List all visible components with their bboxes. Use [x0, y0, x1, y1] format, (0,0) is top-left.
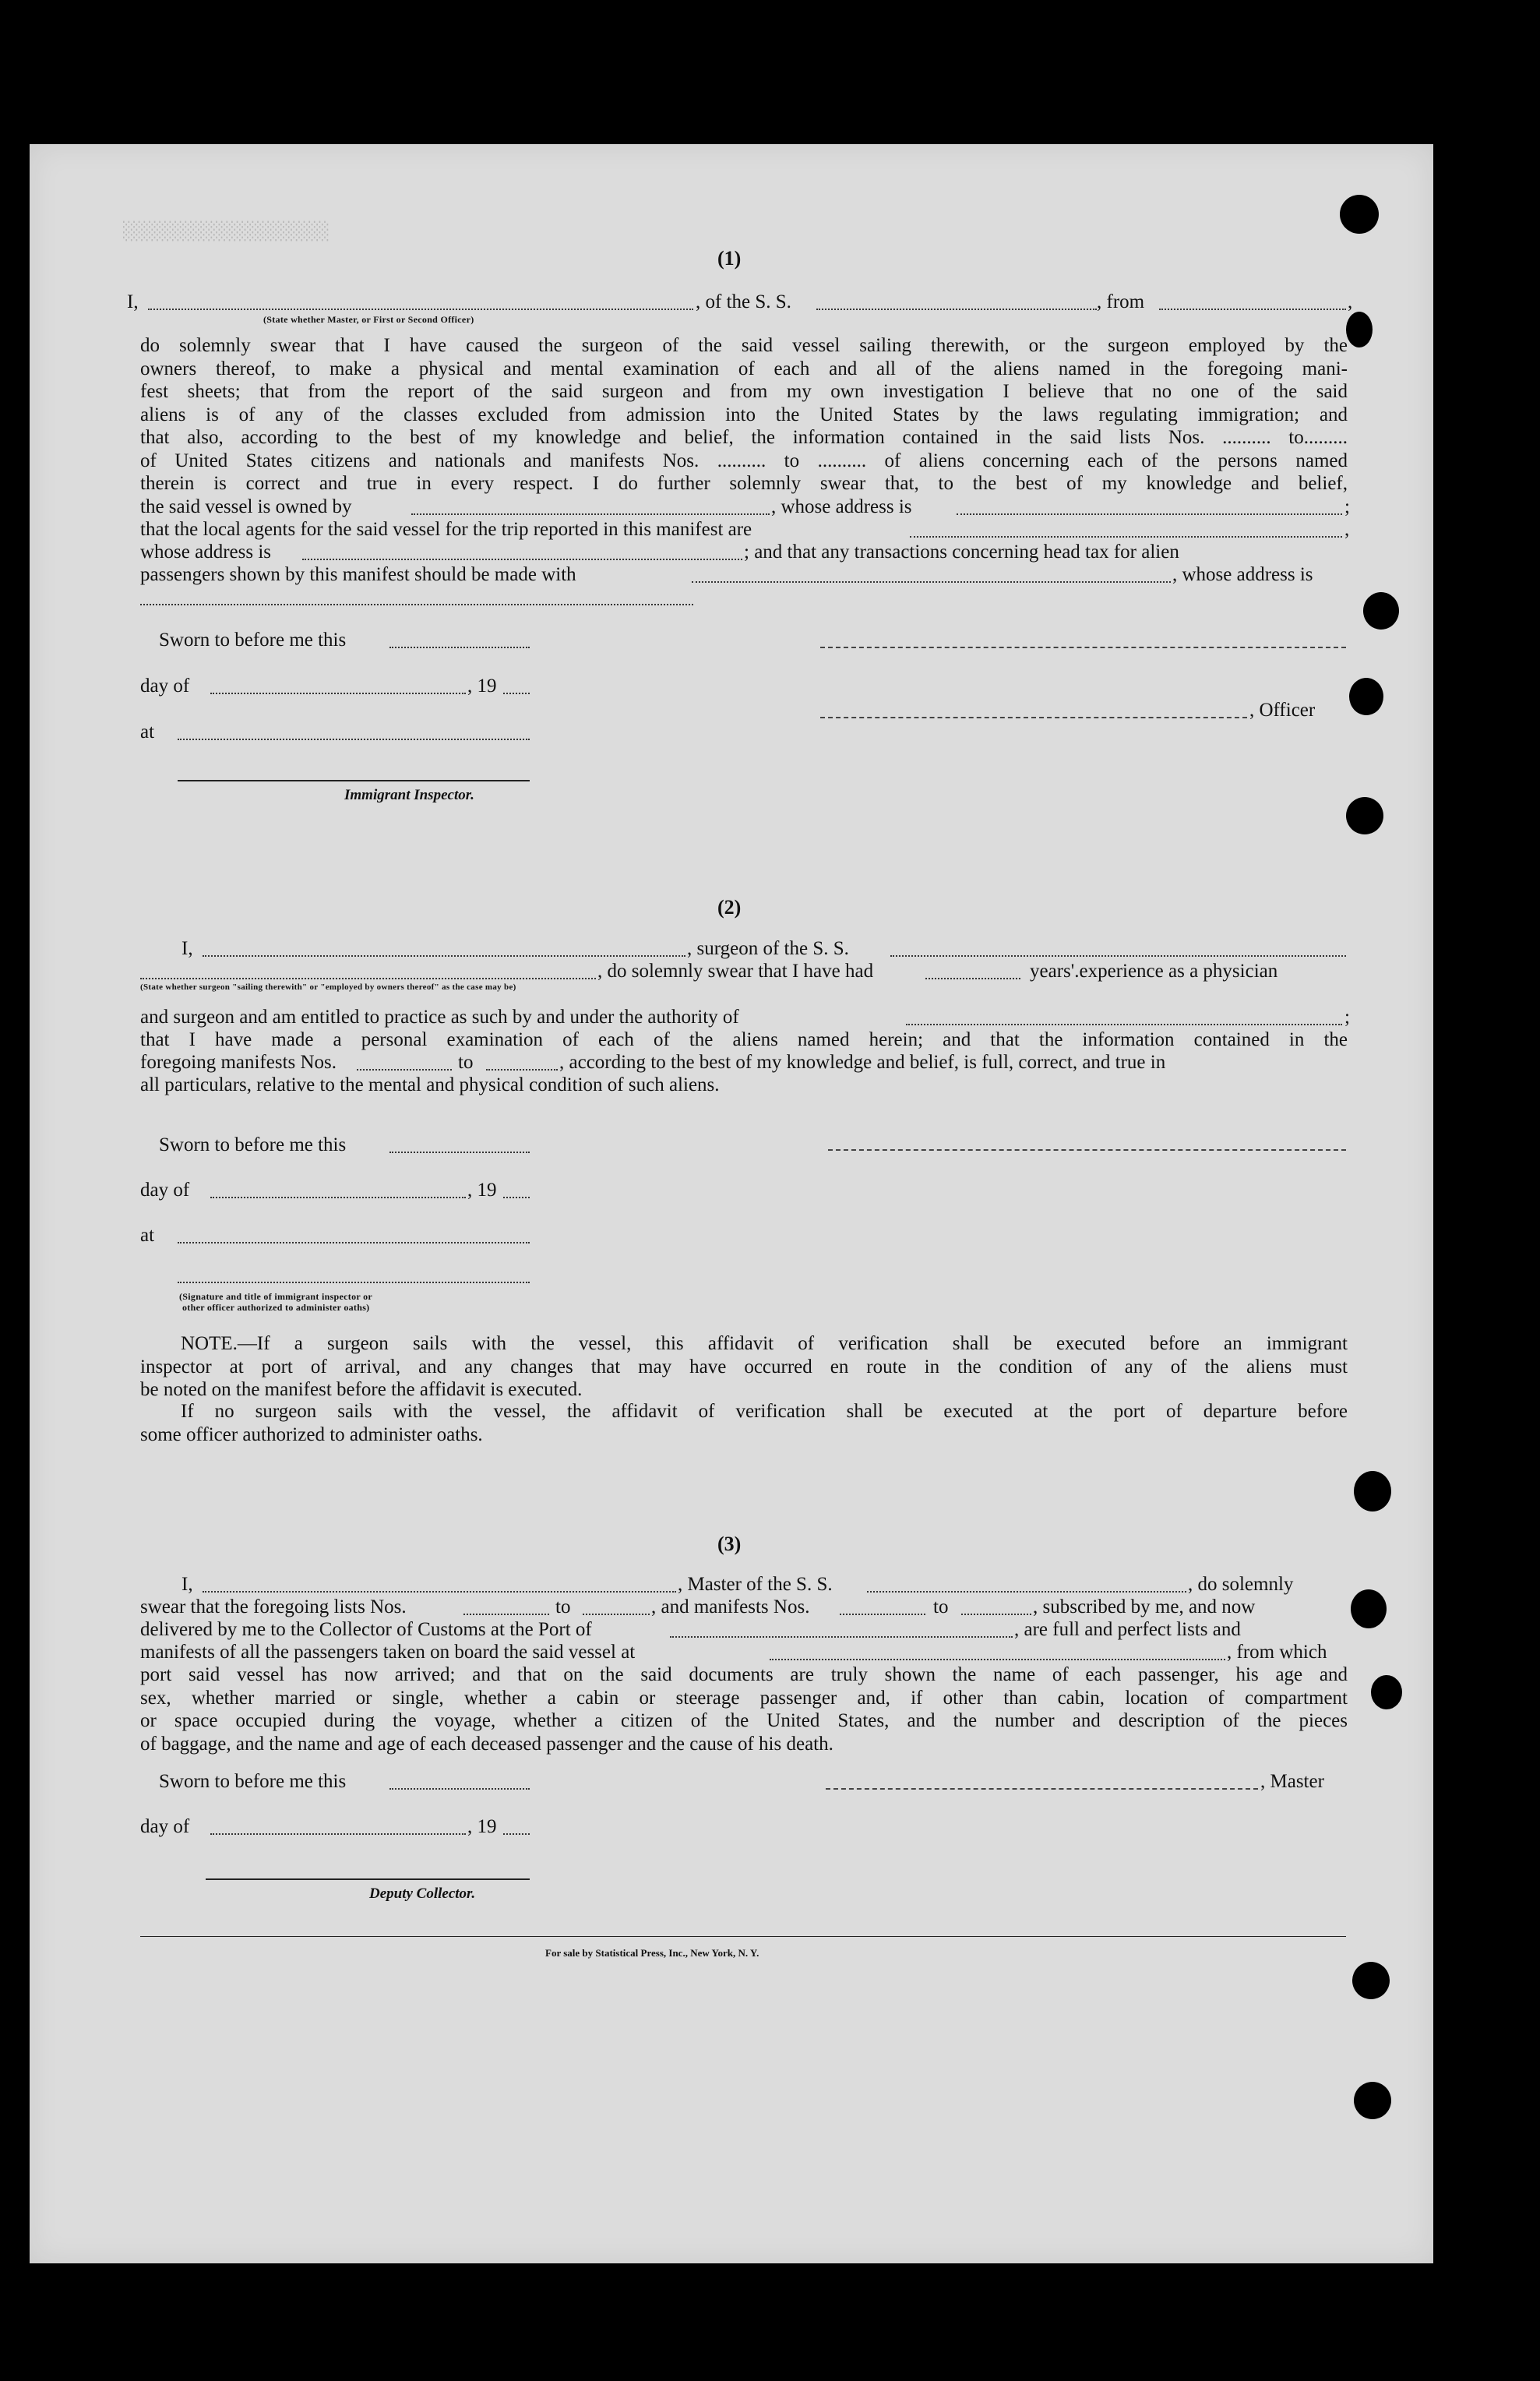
punch-hole	[1351, 1589, 1387, 1628]
bleed-through: ░░░░░░░░░░░░░░░░░░░░	[123, 222, 329, 242]
sec1-semicolon: ;	[1344, 496, 1350, 517]
sec1-agents-label: that the local agents for the said vessel for the trip reported in this manifest are	[140, 519, 752, 540]
sec3-master-signature-label: , Master	[1260, 1771, 1324, 1792]
sec1-line: aliens is of any of the classes excluded from admission into the United States by the laws regulating immigration; and	[140, 404, 1348, 425]
sec1-oath-paragraph	[140, 334, 1348, 496]
sec3-boarded-at-field[interactable]	[770, 1659, 1225, 1660]
sec2-authority-field[interactable]	[906, 1024, 1342, 1025]
sec1-sworn-label: Sworn to before me this	[159, 630, 347, 651]
sec1-line: therein is correct and true in every respect. I do further solemnly swear that, to the best of my knowledge and belief,	[140, 473, 1348, 494]
sec1-comma2: ,	[1344, 519, 1350, 540]
sec3-manifests-text: manifests of all the passengers taken on board the said vessel at	[140, 1642, 636, 1663]
sec2-manifest-from-field[interactable]	[357, 1069, 452, 1071]
sec3-do-solemnly: , do solemnly	[1188, 1574, 1294, 1595]
sec1-agents-address-field[interactable]	[302, 559, 742, 560]
sec2-signature-caption-1: (Signature and title of immigrant inspector or	[179, 1291, 373, 1302]
sec2-year-label: , 19	[467, 1180, 497, 1201]
sec1-day-label: day of	[140, 675, 190, 697]
punch-hole	[1354, 2082, 1391, 2119]
sec2-ship-field[interactable]	[890, 955, 1346, 957]
sec3-sworn-field[interactable]	[389, 1788, 530, 1790]
sec2-manifest-to-field[interactable]	[486, 1069, 558, 1071]
sec2-inspector-signature-field[interactable]	[178, 1282, 530, 1283]
sec3-subscribed-text: , subscribed by me, and now	[1033, 1596, 1256, 1617]
sec1-owner-address-field[interactable]	[957, 513, 1342, 515]
sec2-at-label: at	[140, 1225, 155, 1246]
sec1-at-label: at	[140, 721, 155, 743]
punch-hole	[1371, 1675, 1402, 1709]
sec1-officer-field[interactable]	[148, 309, 693, 310]
sec3-deputy-collector-caption: Deputy Collector.	[369, 1885, 476, 1902]
punch-hole	[1346, 312, 1373, 347]
punch-hole	[1354, 1471, 1391, 1511]
note-paragraph	[140, 1332, 1348, 1402]
sec3-lists-label: swear that the foregoing lists Nos.	[140, 1596, 407, 1617]
sec3-to-label: to	[555, 1596, 571, 1617]
section-1-number: (1)	[717, 247, 742, 270]
punch-hole	[1340, 195, 1379, 234]
sec3-ship-field[interactable]	[867, 1591, 1186, 1593]
sec2-years-field[interactable]	[925, 978, 1020, 979]
sec1-i: I,	[127, 291, 139, 312]
note-line: If no surgeon sails with the vessel, the affidavit of verification shall be executed at the port of departure before	[181, 1401, 1348, 1422]
sec2-authority-label: and surgeon and am entitled to practice as such by and under the authority of	[140, 1007, 739, 1028]
sec2-surgeon-name-field[interactable]	[203, 955, 685, 957]
punch-hole	[1363, 592, 1399, 630]
sec1-headtax-text: ; and that any transactions concerning head tax for alien	[744, 541, 1179, 563]
sec3-port-field[interactable]	[670, 1636, 1013, 1638]
sec1-owner-address-label: , whose address is	[771, 496, 912, 517]
sec3-manifest-from-field[interactable]	[840, 1614, 925, 1615]
sec2-manifests-label: foregoing manifests Nos.	[140, 1052, 337, 1073]
sec2-sworn-field[interactable]	[389, 1152, 530, 1153]
sec1-whose-address-label: , whose address is	[1172, 564, 1313, 585]
note-paragraph-2	[140, 1400, 1348, 1446]
sec1-sworn-field[interactable]	[389, 647, 530, 648]
sec2-years-text: years'.experience as a physician	[1030, 961, 1278, 982]
sec3-lists-to-field[interactable]	[583, 1614, 650, 1615]
sec3-from-which-text: , from which	[1227, 1642, 1327, 1663]
sec1-passengers-label: passengers shown by this manifest should be made with	[140, 564, 576, 585]
note-line: be noted on the manifest before the affidavit is executed.	[140, 1379, 583, 1400]
sec1-officer-signature-line[interactable]	[820, 717, 1247, 718]
sec1-from-field[interactable]	[1159, 309, 1346, 310]
section-2-number: (2)	[717, 896, 742, 919]
sec3-line: of baggage, and the name and age of each deceased passenger and the cause of his death.	[140, 1733, 833, 1755]
sec1-inspector-line[interactable]	[178, 780, 530, 781]
sec2-signature-line[interactable]	[828, 1149, 1346, 1151]
sec1-owned-label: the said vessel is owned by	[140, 496, 352, 517]
punch-hole	[1349, 678, 1383, 715]
sec1-line: owners thereof, to make a physical and mental examination of each and all of the aliens named in the foregoing mani-	[140, 358, 1348, 379]
sec3-master-label: , Master of the S. S.	[678, 1574, 833, 1595]
sec3-manifests-label: , and manifests Nos.	[651, 1596, 810, 1617]
sec1-officer-label: , Officer	[1249, 700, 1316, 721]
sec3-year-field[interactable]	[503, 1833, 530, 1835]
sec2-to-label: to	[458, 1052, 474, 1073]
sec2-ss-label: , surgeon of the S. S.	[687, 938, 849, 959]
sec3-collector-line[interactable]	[206, 1878, 530, 1880]
sec1-headtax-address-field[interactable]	[140, 604, 693, 605]
punch-hole	[1346, 797, 1383, 834]
sec1-line: of United States citizens and nationals and manifests Nos. .......... to .......... of aliens concerning each of the persons named	[140, 450, 1348, 471]
sec2-day-field[interactable]	[210, 1197, 466, 1198]
sec1-line: do solemnly swear that I have caused the surgeon of the said vessel sailing therewith, or the surgeon employed by the	[140, 335, 1348, 356]
sec2-at-field[interactable]	[178, 1242, 530, 1243]
sec2-line-6: all particulars, relative to the mental and physical condition of such aliens.	[140, 1074, 720, 1095]
sec2-sailing-caption: (State whether surgeon "sailing therewith" or "employed by owners thereof" as the case may be)	[140, 982, 516, 992]
sec3-line: sex, whether married or single, whether a cabin or steerage passenger and, if other than cabin, location of compartment	[140, 1687, 1348, 1709]
sec2-year-field[interactable]	[503, 1197, 530, 1198]
sec2-line-4: that I have made a personal examination of each of the aliens named herein; and that the information contained in the	[140, 1029, 1348, 1050]
sec1-at-field[interactable]	[178, 739, 530, 740]
sec2-sailing-field[interactable]	[140, 978, 596, 979]
footer-printer: For sale by Statistical Press, Inc., New York, N. Y.	[545, 1947, 759, 1959]
sec3-delivered-label: delivered by me to the Collector of Customs at the Port of	[140, 1619, 592, 1640]
sec1-line: that also, according to the best of my knowledge and belief, the information contained in the said lists Nos. .......... to.........	[140, 427, 1348, 448]
sec3-paragraph	[140, 1663, 1348, 1755]
sec3-to-label-2: to	[933, 1596, 949, 1617]
sec1-headtax-field[interactable]	[692, 581, 1171, 583]
note-line: inspector at port of arrival, and any changes that may have occurred en route in the condition of any of the aliens must	[140, 1356, 1348, 1377]
sec2-i: I,	[181, 938, 193, 959]
sec1-year-label: , 19	[467, 675, 497, 697]
sec3-day-label: day of	[140, 1816, 190, 1837]
note-line: some officer authorized to administer oaths.	[140, 1423, 483, 1445]
sec2-line-5-text: , according to the best of my knowledge and belief, is full, correct, and true in	[559, 1052, 1166, 1073]
note-line: NOTE.—If a surgeon sails with the vessel, this affidavit of verification shall be executed before an immigrant	[181, 1333, 1348, 1354]
sec1-line: fest sheets; that from the report of the said surgeon and from my own investigation I believe that no one of the said	[140, 381, 1348, 402]
sec3-line: port said vessel has now arrived; and that on the said documents are truly shown the name of each passenger, his age and	[140, 1664, 1348, 1685]
sec2-day-label: day of	[140, 1180, 190, 1201]
sec2-signature-caption-2: other officer authorized to administer oaths)	[182, 1302, 370, 1313]
sec3-full-lists-text: , are full and perfect lists and	[1014, 1619, 1241, 1640]
sec3-lists-from-field[interactable]	[463, 1614, 549, 1615]
sec1-whose-label: whose address is	[140, 541, 272, 563]
punch-hole	[1352, 1962, 1390, 1999]
section-3-number: (3)	[717, 1533, 742, 1555]
sec2-semicolon: ;	[1344, 1007, 1350, 1028]
sec3-i: I,	[181, 1574, 193, 1595]
sec3-master-name-field[interactable]	[203, 1591, 676, 1593]
sec3-line: or space occupied during the voyage, whether a citizen of the United States, and the number and description of the pieces	[140, 1710, 1348, 1731]
sec1-inspector-caption: Immigrant Inspector.	[344, 787, 474, 803]
sec3-year-label: , 19	[467, 1816, 497, 1837]
sec1-agents-field[interactable]	[910, 536, 1342, 538]
sec1-signature-line-1[interactable]	[820, 647, 1346, 648]
sec2-sworn-text: , do solemnly swear that I have had	[597, 961, 874, 982]
sec1-day-field[interactable]	[210, 693, 466, 694]
sec1-ship-field[interactable]	[816, 309, 1097, 310]
sec1-comma: ,	[1348, 291, 1353, 312]
sec1-ss-label: , of the S. S.	[696, 291, 791, 312]
sec2-sworn-label: Sworn to before me this	[159, 1134, 347, 1155]
form-page	[30, 144, 1433, 2263]
sec1-owner-field[interactable]	[411, 513, 770, 515]
footer-rule	[140, 1936, 1346, 1937]
sec1-officer-caption: (State whether Master, or First or Second Officer)	[263, 314, 474, 325]
sec1-from-label: , from	[1097, 291, 1145, 312]
sec3-manifest-to-field[interactable]	[961, 1614, 1031, 1615]
sec3-day-field[interactable]	[210, 1833, 466, 1835]
sec1-year-field[interactable]	[503, 693, 530, 694]
sec3-master-signature-line[interactable]	[826, 1788, 1258, 1790]
sec3-sworn-label: Sworn to before me this	[159, 1771, 347, 1792]
